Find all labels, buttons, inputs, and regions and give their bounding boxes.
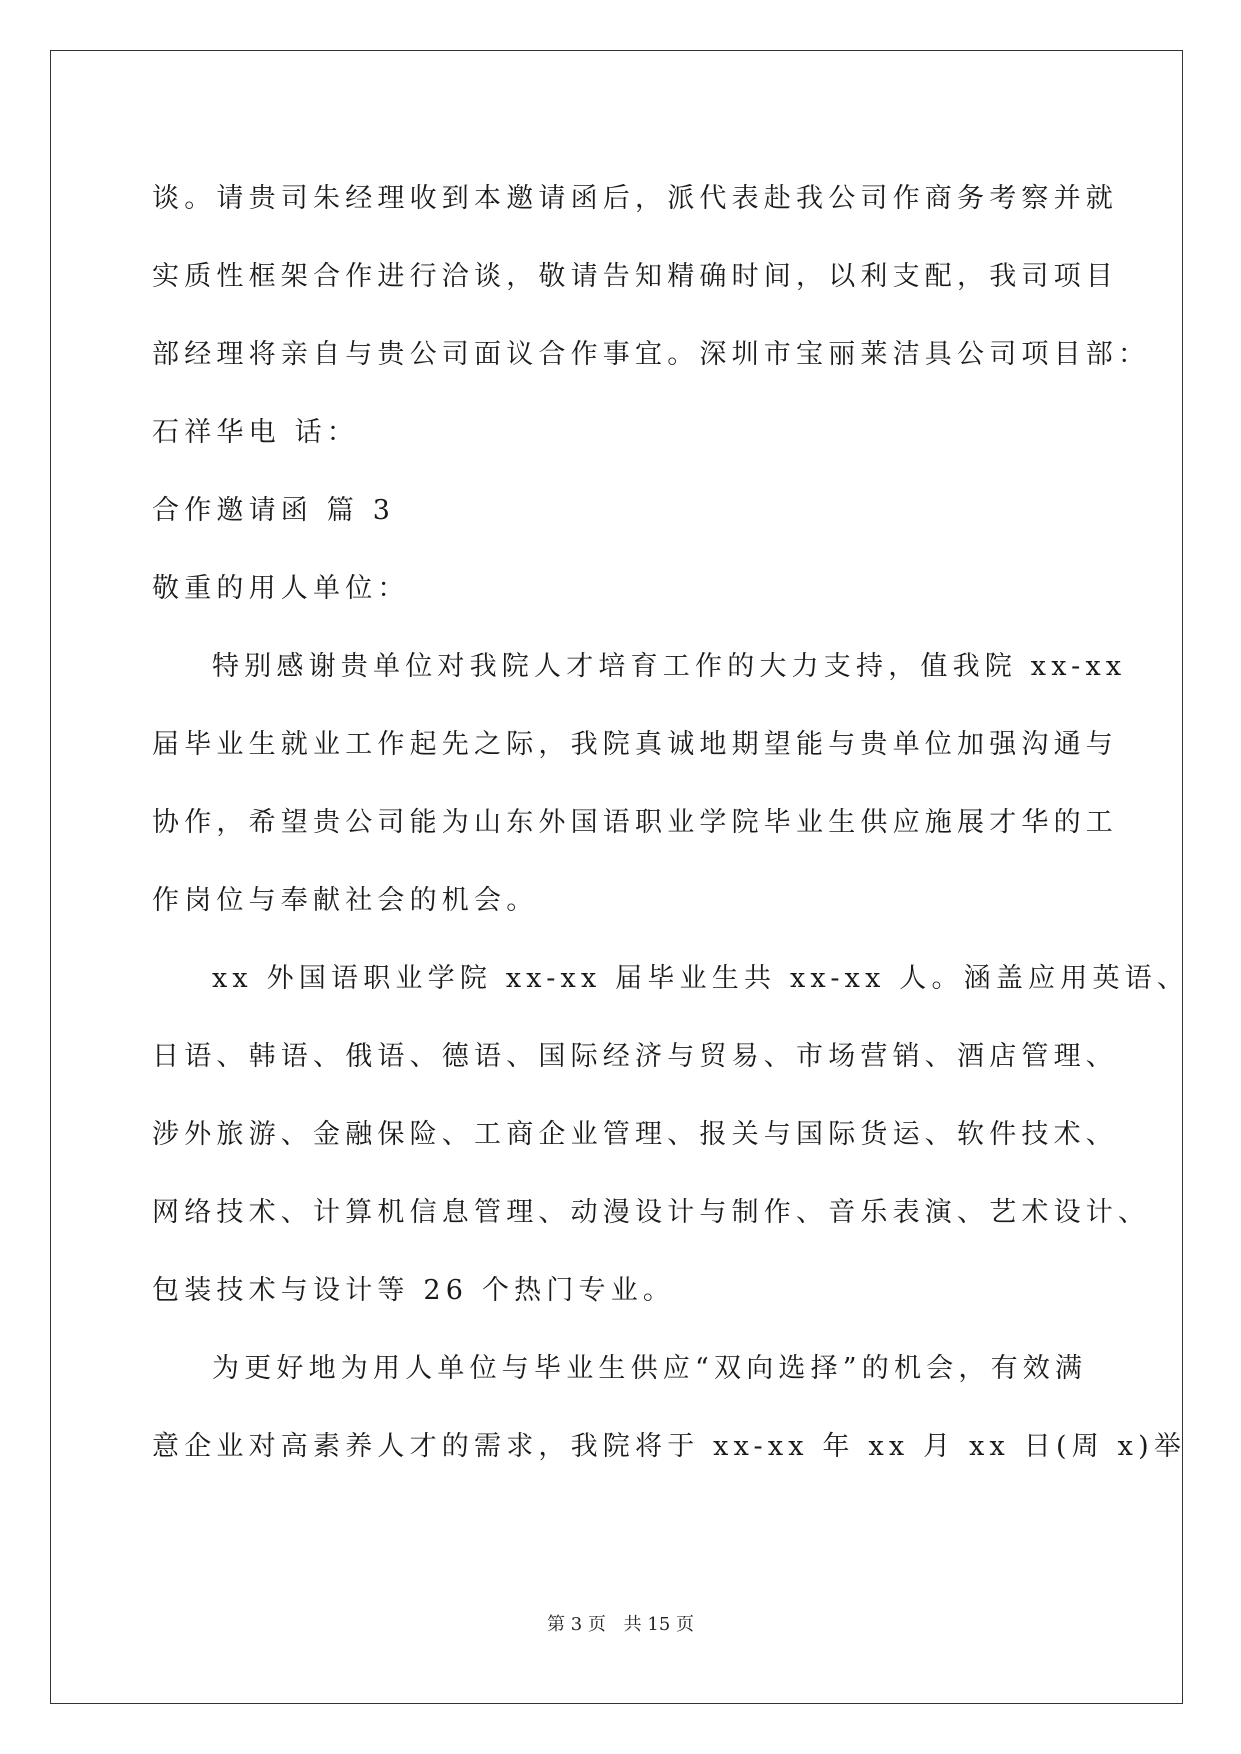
paragraph-1-line-3: 协作，希望贵公司能为山东外国语职业学院毕业生供应施展才华的工 bbox=[152, 807, 1118, 838]
page-number: 第 3 页 bbox=[547, 1614, 606, 1635]
paragraph-2-line-5: 包装技术与设计等 26 个热门专业。 bbox=[152, 1275, 676, 1306]
salutation: 敬重的用人单位： bbox=[152, 573, 410, 604]
paragraph-1-line-2: 届毕业生就业工作起先之际，我院真诚地期望能与贵单位加强沟通与 bbox=[152, 729, 1118, 760]
section-heading: 合作邀请函 篇 3 bbox=[152, 495, 396, 526]
text-line-2: 实质性框架合作进行洽谈，敬请告知精确时间，以利支配，我司项目 bbox=[152, 261, 1118, 292]
paragraph-3-line-1: 为更好地为用人单位与毕业生供应“双向选择”的机会，有效满 bbox=[212, 1353, 1088, 1384]
text-line-3: 部经理将亲自与贵公司面议合作事宜。深圳市宝丽莱洁具公司项目部： bbox=[152, 339, 1151, 370]
paragraph-2-line-4: 网络技术、计算机信息管理、动漫设计与制作、音乐表演、艺术设计、 bbox=[152, 1197, 1151, 1228]
contact-line: 石祥华电 话： bbox=[152, 417, 359, 448]
page-total: 共 15 页 bbox=[623, 1614, 694, 1635]
paragraph-1-line-4: 作岗位与奉献社会的机会。 bbox=[152, 885, 539, 916]
text-line-1: 谈。请贵司朱经理收到本邀请函后，派代表赴我公司作商务考察并就 bbox=[152, 183, 1118, 214]
paragraph-3-line-2: 意企业对高素养人才的需求，我院将于 xx-xx 年 xx 月 xx 日(周 x)举 bbox=[152, 1431, 1187, 1462]
paragraph-2-line-2: 日语、韩语、俄语、德语、国际经济与贸易、市场营销、酒店管理、 bbox=[152, 1041, 1118, 1072]
paragraph-2-line-1: xx 外国语职业学院 xx-xx 届毕业生共 xx-xx 人。涵盖应用英语、 bbox=[212, 963, 1190, 994]
paragraph-2-line-3: 涉外旅游、金融保险、工商企业管理、报关与国际货运、软件技术、 bbox=[152, 1119, 1118, 1150]
page-footer bbox=[0, 1610, 1241, 1636]
document-body bbox=[152, 160, 1190, 1486]
paragraph-1-line-1: 特别感谢贵单位对我院人才培育工作的大力支持，值我院 xx-xx bbox=[212, 651, 1127, 682]
